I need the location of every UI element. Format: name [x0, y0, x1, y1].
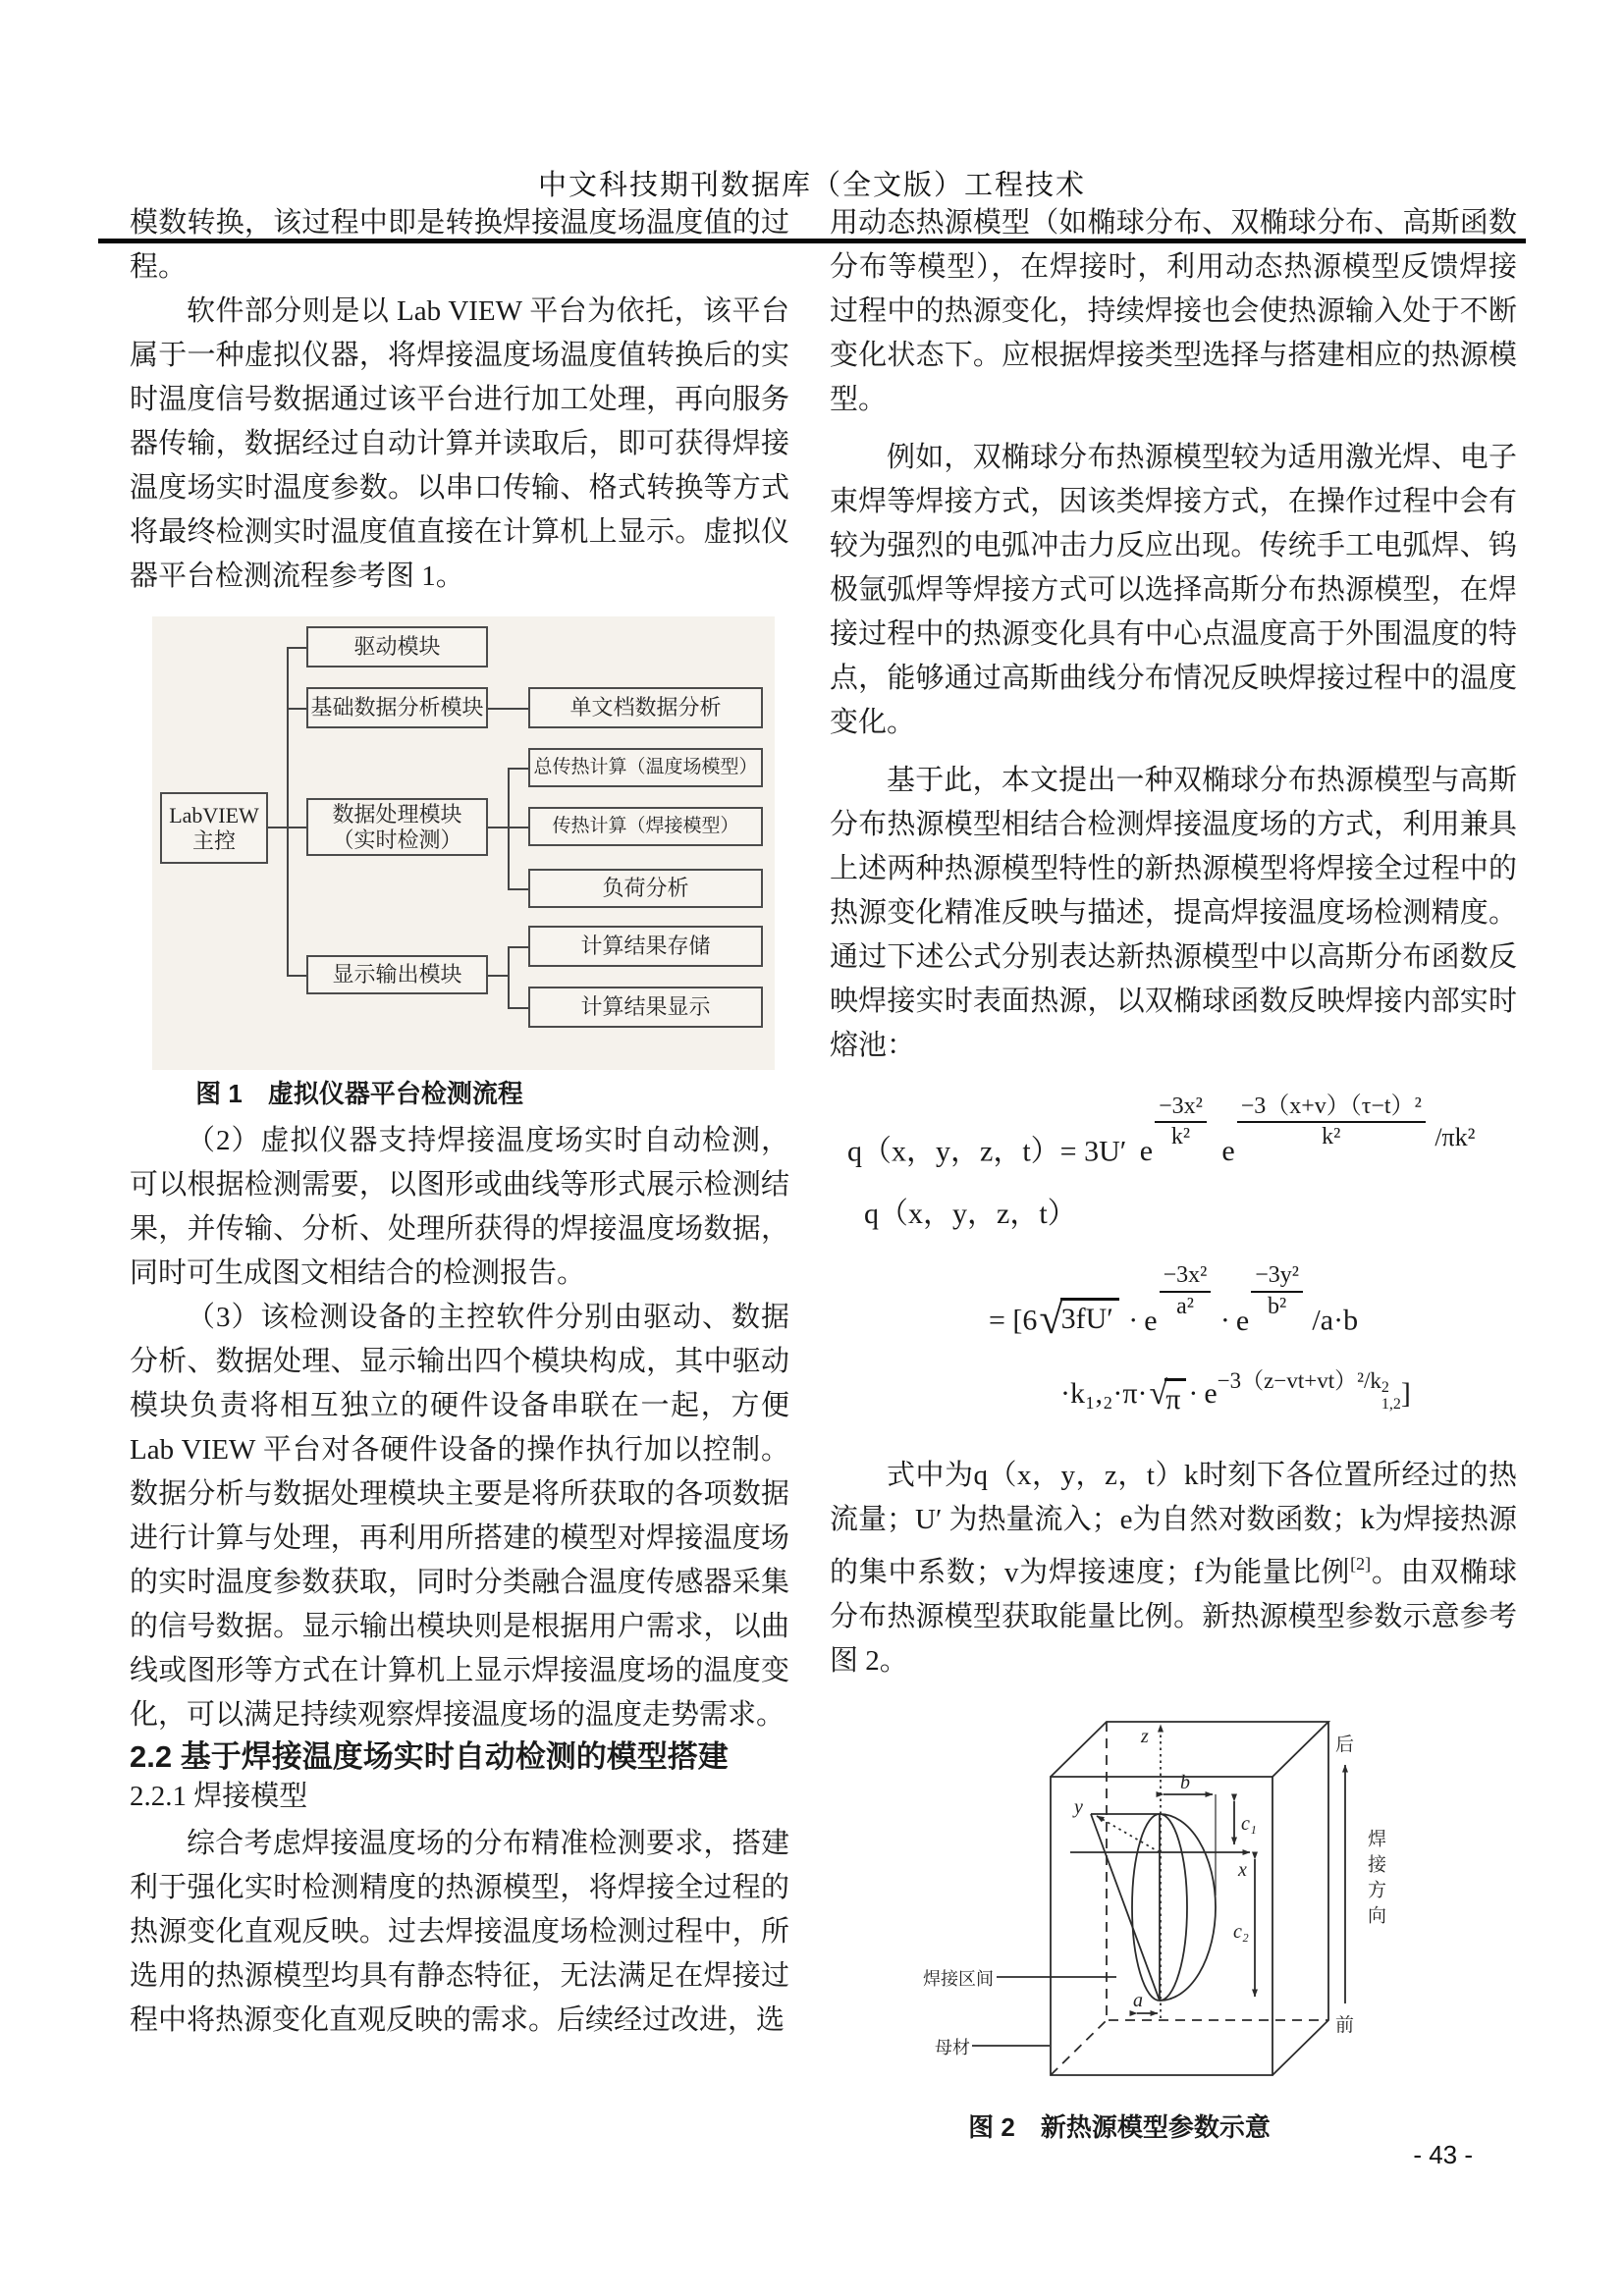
eq-exponent-fraction	[1251, 1262, 1303, 1319]
eq-denominator: b²	[1267, 1293, 1287, 1319]
eq-numerator: −3（x+v）（τ−t）²	[1237, 1094, 1426, 1123]
figure1-caption: 图 1 虚拟仪器平台检测流程	[195, 1079, 523, 1108]
fc-node-labview-root	[160, 792, 268, 864]
fc-connector	[287, 708, 306, 710]
front-label: 前	[1335, 2014, 1355, 2036]
radicand: π	[1164, 1378, 1186, 1415]
eq-numerator: −3y²	[1251, 1262, 1303, 1292]
fc-node-label: 显示输出模块	[332, 962, 462, 987]
paragraph: 用动态热源模型（如椭球分布、双椭球分布、高斯函数分布等模型），在焊接时，利用动态热源模型反馈焊接过程中的热源变化，持续焊接也会使热源输入处于不断变化状态下。应根据焊接类型选择与搭建相应的热源模型。	[830, 207, 1517, 415]
fc-connector	[508, 888, 528, 890]
eq-exponent-text: −3（z−vt+vt）²/k	[1217, 1367, 1381, 1393]
fc-node-label: 驱动模块	[353, 634, 441, 659]
eq-denominator: k²	[1170, 1124, 1191, 1150]
fc-connector	[287, 975, 306, 977]
eq-denominator: a²	[1176, 1293, 1194, 1319]
equation-gauss-surface-heat	[847, 1094, 1517, 1166]
column-left	[130, 201, 789, 2043]
eq-sub: 1,2	[1380, 1395, 1401, 1413]
fc-connector	[287, 827, 306, 828]
base-metal-label: 母材	[935, 2037, 970, 2057]
fc-node-label: 主控	[191, 828, 236, 853]
fc-node-label: 数据处理模块	[332, 801, 462, 827]
eq-sup: 2	[1380, 1378, 1389, 1396]
fc-connector	[287, 647, 306, 649]
fc-node-display-output	[306, 955, 488, 994]
x-axis-label: x	[1238, 1858, 1247, 1881]
fc-node-heat-calc	[528, 807, 763, 846]
eq-exponent-fraction	[1155, 1094, 1207, 1150]
radical-sign: √	[1039, 1294, 1063, 1343]
weld-zone-label: 焊接区间	[923, 1968, 994, 1989]
equation-ellipsoid-line3	[1060, 1369, 1517, 1415]
paragraph: 软件部分则是以 Lab VIEW 平台为依托，该平台属于一种虚拟仪器，将焊接温度场温度值转换后的实时温度信号数据通过该平台进行加工处理，再向服务器传输，数据经过自动计算并读取后，即可获得焊接温度场实时温度参数。以串口传输、格式转换等方式将最终检测实时温度值直接在计算机上显示。虚拟仪器平台检测流程参考图 1。	[130, 295, 789, 592]
eq-radical	[1039, 1294, 1118, 1343]
eq-lhs: q（x，y，z，t）= 3U′	[847, 1135, 1127, 1168]
eq-e: e	[1139, 1135, 1154, 1168]
eq-supsub	[1381, 1380, 1401, 1414]
paragraph: 模数转换，该过程中即是转换焊接温度场温度值的过程。	[130, 207, 789, 283]
dim-b-label: b	[1180, 1771, 1190, 1793]
eq-e: e	[1235, 1304, 1250, 1337]
box-top-face	[1051, 1722, 1328, 1777]
box-hidden-edge	[1051, 2020, 1107, 2075]
eq-e: e	[1204, 1376, 1218, 1410]
dim-a-label: a	[1133, 1989, 1143, 2011]
eq-dot: ·	[1128, 1304, 1139, 1337]
fc-node-result-show	[528, 987, 763, 1028]
fc-node-basic-analysis	[306, 687, 488, 728]
paragraph: （3）该检测设备的主控软件分别由驱动、数据分析、数据处理、显示输出四个模块构成，其中驱动模块负责将相互独立的硬件设备串联在一起，方便 Lab VIEW 平台对各硬件设备的操作执行加以控制。数据分析与数据处理模块主要是将所获取的各项数据进行计算与处理，再利用所搭建的模型对焊接温度场的实时温度参数获取，同时分类融合温度传感器采集的信号数据。显示输出模块则是根据用户需求，以曲线或图形等方式在计算机上显示焊接温度场的温度变化，可以满足持续观察焊接温度场的温度走势需求。	[130, 1302, 789, 1731]
fc-connector	[488, 708, 528, 710]
paragraph	[830, 1454, 1517, 1683]
figure2-svg	[913, 1699, 1404, 2102]
equation-ellipsoid-line2	[989, 1262, 1517, 1343]
fc-connector	[508, 768, 510, 890]
fc-node-total-heat	[528, 748, 763, 787]
eq-numerator: −3x²	[1155, 1094, 1207, 1123]
eq-radical	[1149, 1374, 1187, 1415]
fc-node-label: 总传热计算（温度场模型）	[533, 757, 758, 777]
eq-numerator: −3x²	[1160, 1262, 1212, 1292]
subsection-heading-2-2-1: 2.2.1 焊接模型	[130, 1781, 308, 1812]
eq-exponent-fraction	[1237, 1094, 1426, 1150]
paragraph: 基于此，本文提出一种双椭球分布热源模型与高斯分布热源模型相结合检测焊接温度场的方式，利用兼具上述两种热源模型特性的新热源模型将焊接全过程中的热源变化精准反映与描述，提高焊接温度场检测精度。通过下述公式分别表达新热源模型中以高斯分布函数反映焊接实时表面热源，以双椭球函数反映焊接内部实时熔池：	[830, 765, 1517, 1061]
welding-direction-label: 焊接方向	[1365, 1828, 1385, 1931]
figure1-flowchart	[152, 616, 775, 1070]
fc-node-label: 传热计算（焊接模型）	[552, 816, 739, 836]
fc-node-label: 负荷分析	[602, 876, 689, 900]
column-right	[830, 201, 1517, 2147]
eq-dot: ·	[1219, 1304, 1230, 1337]
dim-c1-label: c₁	[1241, 1812, 1257, 1835]
fc-node-label: 基础数据分析模块	[310, 695, 484, 720]
y-axis-label: y	[1074, 1795, 1083, 1818]
equation-ellipsoid-lhs: q（x，y，z，t）	[864, 1198, 1077, 1231]
fc-node-label: （实时检测）	[332, 827, 462, 852]
fc-connector	[508, 946, 510, 1009]
eq-open: = [6	[989, 1304, 1038, 1337]
eq-e: e	[1221, 1135, 1235, 1168]
eq-tail: /a·b	[1312, 1304, 1359, 1337]
fc-node-drive	[306, 626, 488, 667]
fc-connector	[508, 1007, 528, 1009]
fc-node-label: 计算结果显示	[580, 994, 711, 1019]
eq-exponent	[1218, 1369, 1401, 1414]
eq-tail: /πk²	[1435, 1123, 1476, 1152]
citation-marker: [2]	[1350, 1553, 1372, 1574]
eq-term: ·k₁,₂·π·	[1060, 1376, 1148, 1410]
paragraph: 例如，双椭球分布热源模型较为适用激光焊、电子束焊等焊接方式，因该类焊接方式，在操作过程中会有较为强烈的电弧冲击力反应出现。传统手工电弧焊、钨极氩弧焊等焊接方式可以选择高斯分布热源模型，在焊接过程中的热源变化具有中心点温度高于外围温度的特点，能够通过高斯曲线分布情况反映焊接过程中的温度变化。	[830, 442, 1517, 738]
paragraph-text: 。由双椭球分布热源模型获取能量比例。新热源模型参数示意参考图 2。	[830, 1556, 1517, 1677]
radicand: 3fU′	[1060, 1298, 1119, 1334]
fc-node-label: LabVIEW	[169, 802, 259, 828]
wireframe-slant-line	[1091, 1814, 1160, 2001]
fc-node-label: 单文档数据分析	[569, 695, 722, 720]
fc-connector	[508, 768, 528, 770]
box-right-face	[1272, 1722, 1328, 2075]
eq-denominator: k²	[1322, 1124, 1341, 1150]
paragraph: （2）虚拟仪器支持焊接温度场实时自动检测，可以根据检测需要，以图形或曲线等形式展示检测结果，并传输、分析、处理所获得的焊接温度场数据，同时可生成图文相结合的检测报告。	[130, 1125, 789, 1289]
header-journal-title: 中文科技期刊数据库（全文版）工程技术	[537, 170, 1086, 201]
section-heading-2-2: 2.2 基于焊接温度场实时自动检测的模型搭建	[130, 1739, 729, 1774]
z-axis-label: z	[1141, 1725, 1149, 1747]
fc-node-load-analysis	[528, 869, 763, 908]
rear-label: 后	[1335, 1734, 1355, 1755]
fc-connector	[508, 946, 528, 948]
page-number: - 43 -	[1413, 2140, 1473, 2169]
eq-exponent-fraction	[1160, 1262, 1212, 1319]
fc-node-single-doc	[528, 687, 763, 728]
fc-node-result-store	[528, 926, 763, 967]
box-hidden-edges	[1107, 1722, 1328, 2020]
eq-dot: ·	[1188, 1376, 1199, 1410]
fc-connector	[268, 827, 287, 828]
dim-c2-label: c₂	[1233, 1920, 1249, 1943]
eq-close: ]	[1400, 1376, 1411, 1410]
paragraph: 综合考虑焊接温度场的分布精准检测要求，搭建利于强化实时检测精度的热源模型，将焊接全过程的热源变化直观反映。过去焊接温度场检测过程中，所选用的热源模型均具有静态特征，无法满足在焊接过程中将热源变化直观反映的需求。后续经过改进，选	[130, 1828, 789, 2036]
fc-connector	[488, 975, 509, 977]
paragraph-text: 式中为q（x，y，z，t）k时刻下各位置所经过的热流量；U′ 为热量流入；e为自然对数函数；k为焊接热源的集中系数；v为焊接速度；f为能量比例	[830, 1459, 1517, 1588]
figure2-diagram	[913, 1699, 1404, 2102]
fc-connector	[287, 647, 289, 976]
fc-node-data-processing	[306, 798, 488, 856]
figure2-caption: 图 2 新热源模型参数示意	[968, 2111, 1271, 2142]
radical-sign: √	[1149, 1374, 1168, 1412]
eq-e: e	[1144, 1304, 1158, 1337]
fc-node-label: 计算结果存储	[580, 934, 711, 958]
